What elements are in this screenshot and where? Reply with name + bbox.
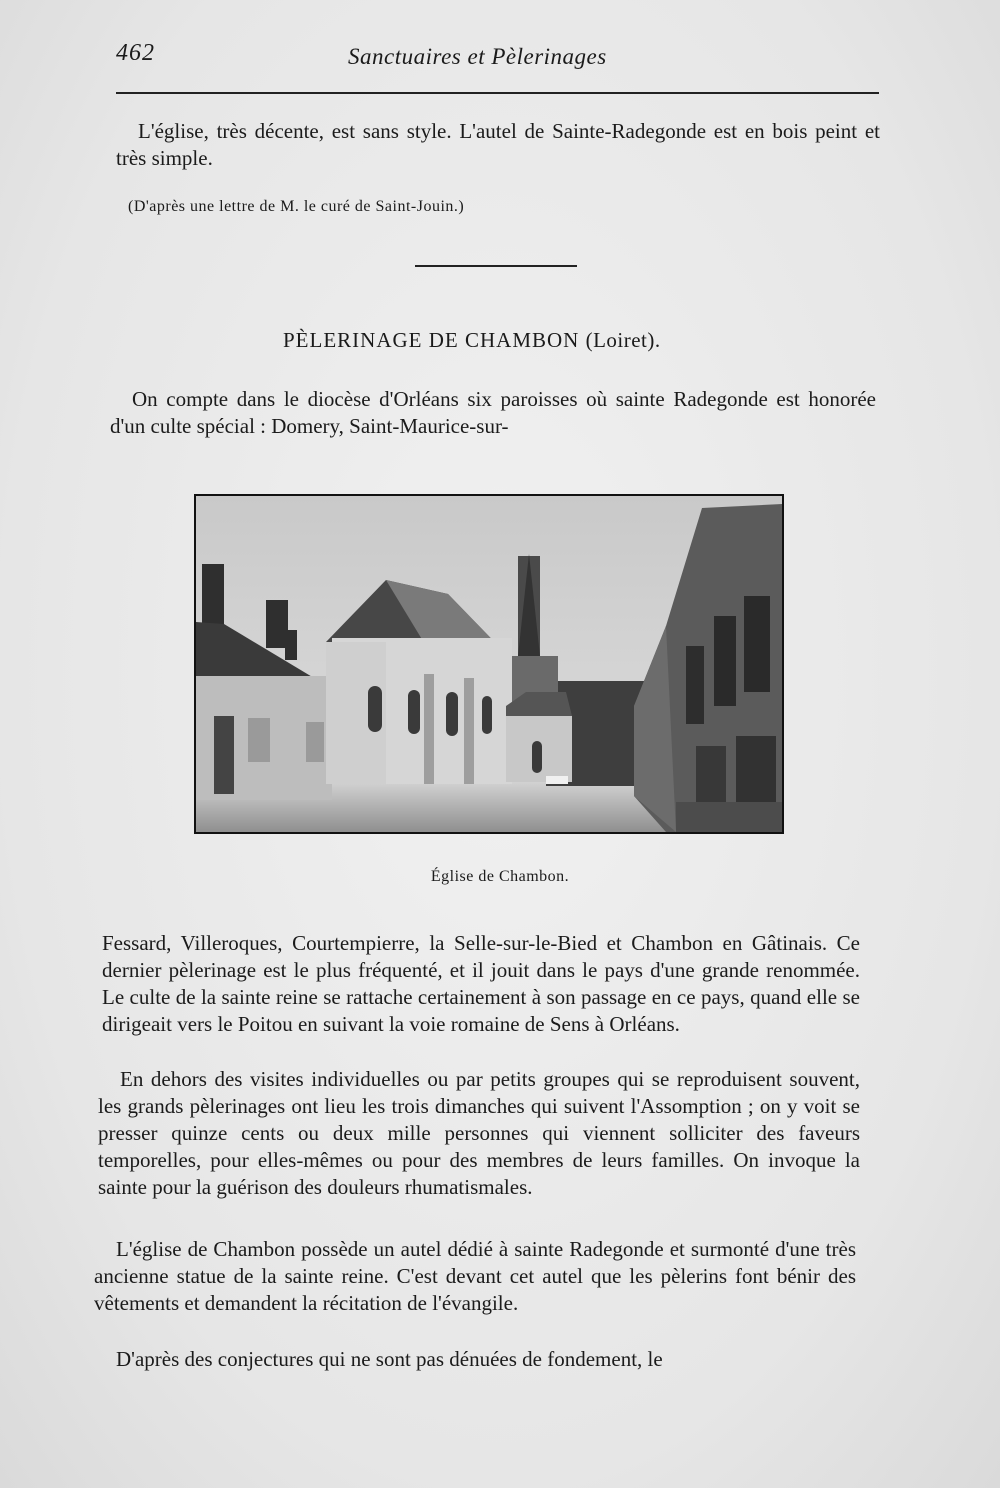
section-title [283, 328, 661, 353]
section-title-suffix: (Loiret). [585, 328, 661, 352]
intro-paragraph: L'église, très décente, est sans style. L'autel de Sainte-Radegonde est en bois peint et très simple. [116, 119, 880, 170]
church-photograph-image [196, 496, 782, 832]
paragraph-conjectures: D'après des conjectures qui ne sont pas dénuées de fondement, le [116, 1347, 663, 1371]
section-separator [415, 265, 577, 267]
paragraph-continued: Fessard, Villeroques, Courtempierre, la Selle-sur-le-Bied et Chambon en Gâtinais. Ce dernier pèlerinage est le plus fréquenté, et il jouit dans le pays d'une grande renommée. Le culte de la sainte reine se rattache certainement à son passage en ce pays, quand elle se dirigeait vers le Poitou en suivant la voie romaine de Sens à Orléans. [102, 931, 860, 1036]
paragraph-altar: L'église de Chambon possède un autel dédié à sainte Radegonde et surmonté d'une très ancienne statue de la sainte reine. C'est devant cet autel que les pèlerins font bénir des vêtements et demandent la récitation de l'évangile. [94, 1237, 856, 1315]
source-note: (D'après une lettre de M. le curé de Saint-Jouin.) [128, 198, 465, 215]
church-photograph [194, 494, 784, 834]
figure-caption: Église de Chambon. [430, 868, 570, 885]
header-rule [116, 92, 879, 94]
section-title-text: PÈLERINAGE DE CHAMBON [283, 328, 580, 352]
running-title: Sanctuaires et Pèlerinages [348, 44, 607, 69]
paragraph-before-figure: On compte dans le diocèse d'Orléans six paroisses où sainte Radegonde est honorée d'un culte spécial : Domery, Saint-Maurice-sur- [110, 387, 876, 438]
page-number: 462 [116, 40, 155, 66]
paragraph-pilgrimages: En dehors des visites individuelles ou par petits groupes qui se reproduisent souvent, les grands pèlerinages ont lieu les trois dimanches qui suivent l'Assomption ; on y voit se presser quinze cents ou deux mille personnes qui viennent solliciter des faveurs temporelles, pour elles-mêmes ou pour des membres de leurs familles. On invoque la sainte pour la guérison des douleurs rhumatismales. [98, 1067, 860, 1199]
